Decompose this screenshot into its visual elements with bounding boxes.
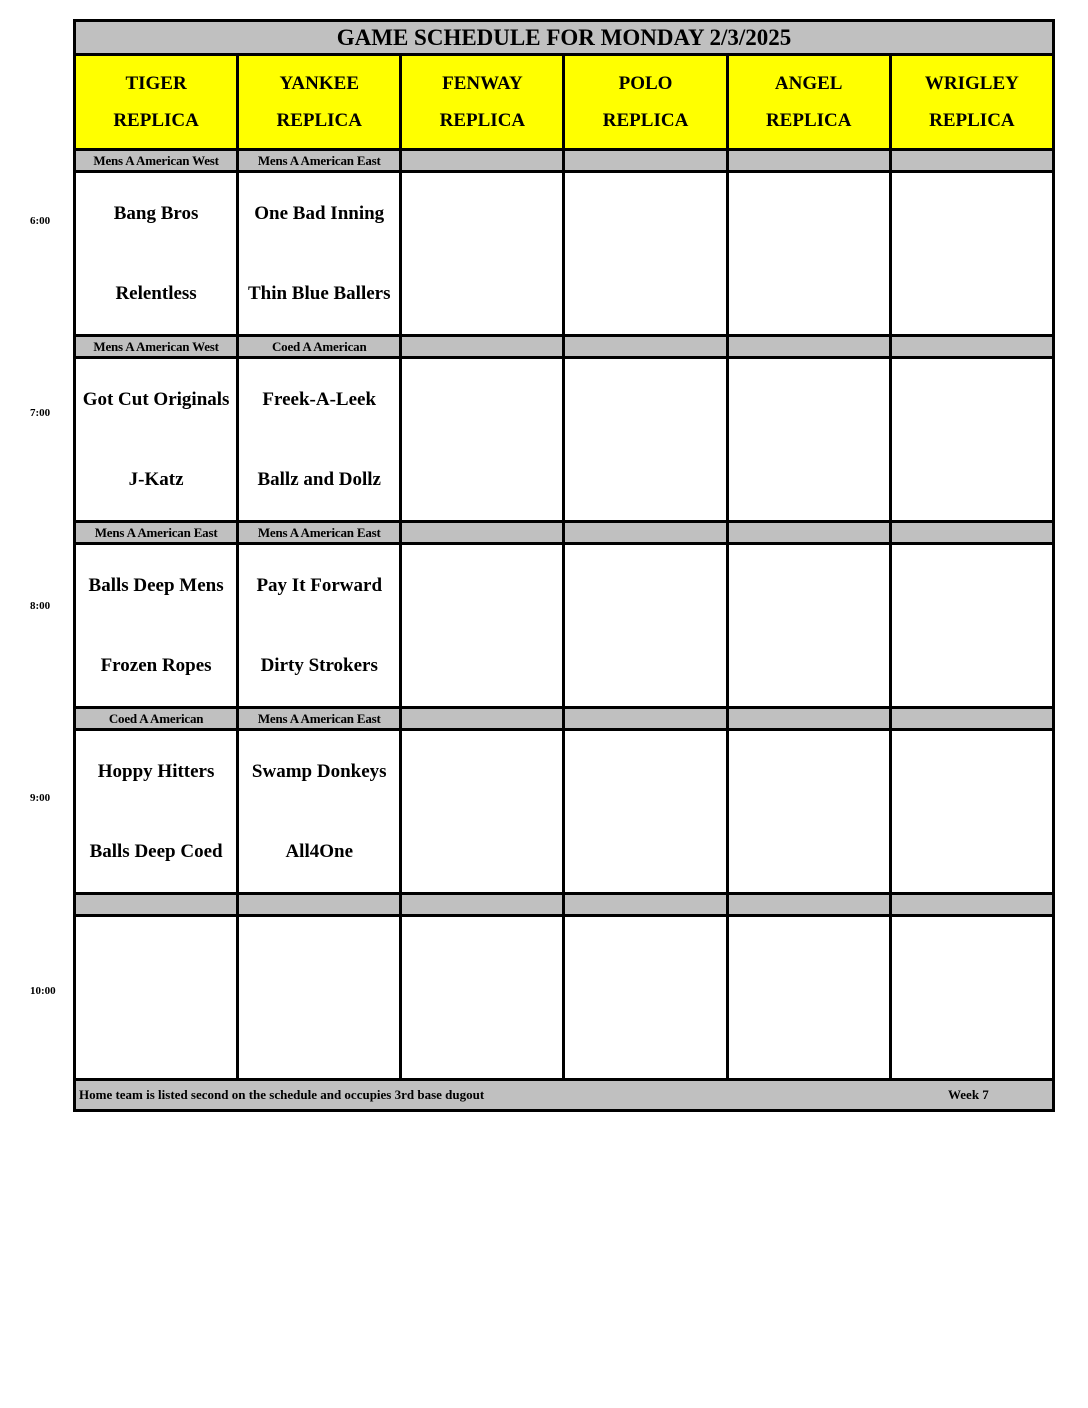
field-sub: REPLICA bbox=[765, 110, 852, 131]
division-label bbox=[401, 150, 564, 172]
division-label bbox=[401, 708, 564, 730]
field-sub: REPLICA bbox=[113, 110, 199, 131]
division-label bbox=[727, 522, 890, 544]
game-cell bbox=[401, 358, 564, 522]
away-team bbox=[565, 546, 725, 626]
away-team bbox=[729, 360, 889, 440]
away-team bbox=[402, 360, 562, 440]
field-header bbox=[75, 55, 238, 150]
game-cell bbox=[238, 544, 401, 708]
home-team bbox=[729, 626, 889, 706]
away-team: Got Cut Originals bbox=[82, 388, 230, 410]
time-label-7: 7:00 bbox=[30, 407, 51, 419]
home-team: Balls Deep Coed bbox=[89, 840, 223, 862]
home-team bbox=[565, 254, 725, 334]
home-team bbox=[565, 440, 725, 520]
week-label: Week 7 bbox=[948, 1087, 989, 1102]
away-team bbox=[892, 732, 1052, 812]
field-sub: REPLICA bbox=[602, 110, 689, 131]
away-team: Balls Deep Mens bbox=[88, 574, 224, 596]
home-team bbox=[892, 812, 1052, 892]
division-label bbox=[564, 336, 727, 358]
time-label-8: 8:00 bbox=[30, 600, 51, 612]
time-label-9: 9:00 bbox=[30, 792, 51, 804]
field-sub: REPLICA bbox=[276, 110, 362, 131]
division-row bbox=[75, 336, 1054, 358]
away-team: Hoppy Hitters bbox=[97, 760, 215, 782]
division-row bbox=[75, 522, 1054, 544]
game-cell bbox=[727, 358, 890, 522]
title-row bbox=[75, 21, 1054, 55]
field-header bbox=[401, 55, 564, 150]
footer-note: Home team is listed second on the schedule and occupies 3rd base dugout bbox=[79, 1087, 485, 1102]
game-cell bbox=[401, 544, 564, 708]
away-team: Freek-A-Leek bbox=[262, 388, 377, 410]
away-team bbox=[402, 732, 562, 812]
home-team bbox=[402, 626, 562, 706]
home-team bbox=[729, 812, 889, 892]
division-label bbox=[564, 522, 727, 544]
home-team bbox=[565, 812, 725, 892]
division-label bbox=[890, 522, 1053, 544]
field-header bbox=[564, 55, 727, 150]
home-team: Dirty Strokers bbox=[260, 654, 378, 676]
home-team bbox=[239, 998, 399, 1078]
footer-cell bbox=[75, 1080, 1054, 1111]
field-name: POLO bbox=[618, 73, 673, 94]
away-team bbox=[76, 918, 236, 998]
home-team: Ballz and Dollz bbox=[257, 468, 381, 490]
away-team bbox=[402, 546, 562, 626]
game-cell bbox=[890, 172, 1053, 336]
game-cell bbox=[727, 172, 890, 336]
home-team bbox=[402, 254, 562, 334]
page-title: GAME SCHEDULE FOR MONDAY 2/3/2025 bbox=[75, 21, 1054, 55]
away-team bbox=[565, 174, 725, 254]
away-team: Pay It Forward bbox=[256, 574, 383, 596]
division-label bbox=[401, 522, 564, 544]
home-team bbox=[729, 254, 889, 334]
game-cell bbox=[401, 172, 564, 336]
division-label bbox=[727, 336, 890, 358]
footer-row bbox=[75, 1080, 1054, 1111]
game-cell bbox=[75, 916, 238, 1080]
game-cell bbox=[238, 172, 401, 336]
away-team bbox=[729, 732, 889, 812]
game-cell bbox=[401, 730, 564, 894]
home-team bbox=[892, 254, 1052, 334]
field-name: FENWAY bbox=[442, 73, 523, 94]
division-label: Mens A American East bbox=[75, 522, 238, 544]
game-cell bbox=[564, 916, 727, 1080]
time-label-10: 10:00 bbox=[30, 985, 56, 997]
game-cell bbox=[75, 172, 238, 336]
division-label: Mens A American East bbox=[238, 708, 401, 730]
game-cell bbox=[564, 172, 727, 336]
home-team: Frozen Ropes bbox=[100, 654, 212, 676]
game-slot-row bbox=[75, 358, 1054, 522]
field-name: YANKEE bbox=[279, 73, 359, 94]
division-row bbox=[75, 150, 1054, 172]
away-team bbox=[892, 546, 1052, 626]
game-cell bbox=[401, 916, 564, 1080]
game-cell bbox=[727, 544, 890, 708]
division-label: Coed A American bbox=[75, 708, 238, 730]
game-cell bbox=[890, 916, 1053, 1080]
home-team: Thin Blue Ballers bbox=[247, 282, 391, 304]
field-sub: REPLICA bbox=[929, 110, 1015, 131]
game-cell bbox=[564, 358, 727, 522]
away-team: Swamp Donkeys bbox=[251, 760, 387, 782]
field-name: WRIGLEY bbox=[924, 73, 1019, 94]
field-header bbox=[238, 55, 401, 150]
away-team bbox=[729, 918, 889, 998]
time-label-6: 6:00 bbox=[30, 215, 51, 227]
division-label bbox=[401, 336, 564, 358]
game-cell bbox=[75, 358, 238, 522]
home-team bbox=[565, 626, 725, 706]
field-name: ANGEL bbox=[774, 73, 843, 94]
division-label: Coed A American bbox=[238, 336, 401, 358]
game-cell bbox=[75, 730, 238, 894]
field-header-row bbox=[75, 55, 1054, 150]
division-label bbox=[564, 150, 727, 172]
away-team bbox=[565, 918, 725, 998]
game-cell bbox=[727, 916, 890, 1080]
away-team bbox=[565, 732, 725, 812]
game-cell bbox=[564, 544, 727, 708]
away-team bbox=[565, 360, 725, 440]
division-label bbox=[75, 894, 238, 916]
schedule-table bbox=[73, 19, 1055, 1112]
division-row bbox=[75, 708, 1054, 730]
game-cell bbox=[75, 544, 238, 708]
division-label bbox=[890, 150, 1053, 172]
home-team bbox=[402, 812, 562, 892]
game-cell bbox=[238, 730, 401, 894]
division-label: Mens A American West bbox=[75, 150, 238, 172]
game-cell bbox=[238, 358, 401, 522]
division-label bbox=[727, 894, 890, 916]
division-label bbox=[238, 894, 401, 916]
away-team: One Bad Inning bbox=[254, 202, 385, 224]
division-label bbox=[890, 894, 1053, 916]
division-label bbox=[401, 894, 564, 916]
home-team bbox=[729, 440, 889, 520]
game-slot-row bbox=[75, 544, 1054, 708]
game-slot-row bbox=[75, 730, 1054, 894]
game-slot-row bbox=[75, 916, 1054, 1080]
home-team bbox=[402, 440, 562, 520]
home-team bbox=[402, 998, 562, 1078]
game-cell bbox=[890, 730, 1053, 894]
field-sub: REPLICA bbox=[439, 110, 526, 131]
home-team bbox=[892, 440, 1052, 520]
home-team: J-Katz bbox=[128, 468, 184, 490]
division-label: Mens A American East bbox=[238, 150, 401, 172]
away-team bbox=[402, 918, 562, 998]
division-label bbox=[564, 894, 727, 916]
field-name: TIGER bbox=[125, 73, 187, 94]
away-team bbox=[402, 174, 562, 254]
division-label bbox=[564, 708, 727, 730]
home-team bbox=[565, 998, 725, 1078]
home-team bbox=[892, 998, 1052, 1078]
game-cell bbox=[890, 358, 1053, 522]
away-team bbox=[239, 918, 399, 998]
game-cell bbox=[727, 730, 890, 894]
away-team bbox=[729, 174, 889, 254]
division-label: Mens A American East bbox=[238, 522, 401, 544]
home-team bbox=[76, 998, 236, 1078]
away-team bbox=[892, 918, 1052, 998]
home-team: All4One bbox=[285, 840, 354, 862]
division-label bbox=[890, 336, 1053, 358]
field-header bbox=[727, 55, 890, 150]
game-slot-row bbox=[75, 172, 1054, 336]
away-team bbox=[892, 360, 1052, 440]
game-cell bbox=[564, 730, 727, 894]
away-team bbox=[892, 174, 1052, 254]
home-team: Relentless bbox=[115, 282, 197, 304]
field-header bbox=[890, 55, 1053, 150]
away-team: Bang Bros bbox=[113, 202, 199, 224]
home-team bbox=[729, 998, 889, 1078]
division-label bbox=[727, 150, 890, 172]
game-cell bbox=[238, 916, 401, 1080]
home-team bbox=[892, 626, 1052, 706]
division-row bbox=[75, 894, 1054, 916]
division-label bbox=[890, 708, 1053, 730]
division-label bbox=[727, 708, 890, 730]
division-label: Mens A American West bbox=[75, 336, 238, 358]
away-team bbox=[729, 546, 889, 626]
game-cell bbox=[890, 544, 1053, 708]
